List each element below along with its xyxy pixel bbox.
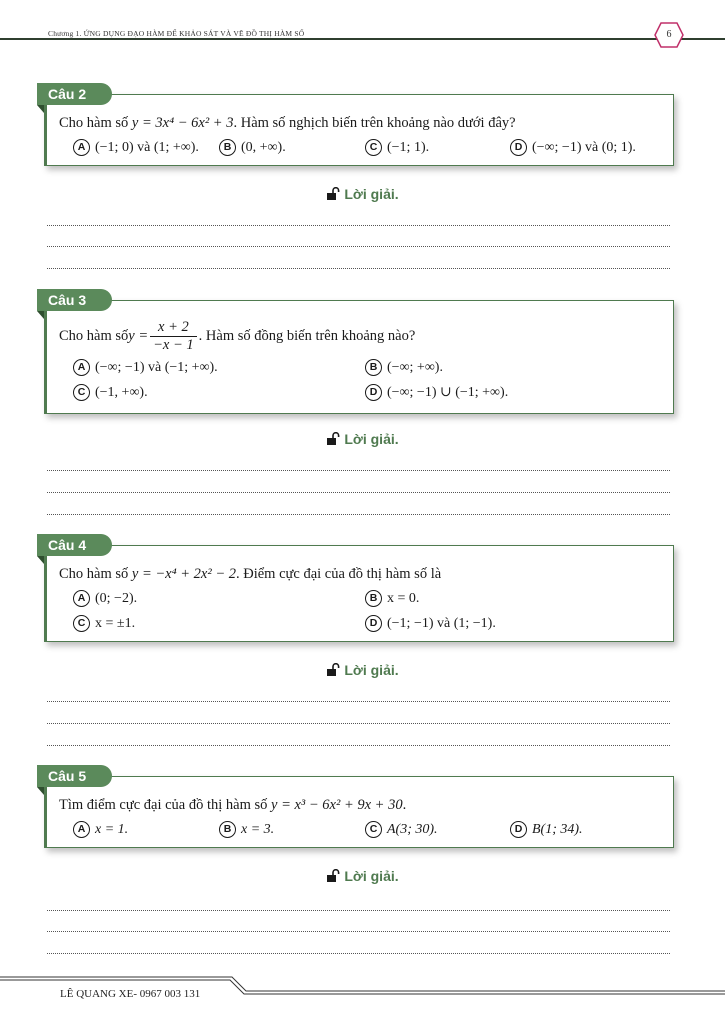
tag-fold	[37, 105, 44, 113]
footer-author: LÊ QUANG XE- 0967 003 131	[60, 988, 201, 1000]
chapter-title: Chương 1. ỨNG DỤNG ĐẠO HÀM ĐỂ KHẢO SÁT VÀ VẼ ĐỒ THỊ HÀM SỐ	[48, 29, 305, 38]
option-letter: D	[510, 821, 527, 838]
formula: y = x³ − 6x² + 9x + 30	[271, 797, 403, 813]
option-d[interactable]: D (−∞; −1) ∪ (−1; +∞).	[365, 384, 508, 401]
question-card-3	[44, 300, 674, 414]
answer-line	[47, 225, 670, 226]
option-letter: A	[73, 359, 90, 376]
tag-fold	[37, 556, 44, 564]
option-d[interactable]: D (−1; −1) và (1; −1).	[365, 615, 496, 632]
question-tag-2: Câu 2	[37, 83, 112, 105]
answer-line	[47, 514, 670, 515]
option-letter: B	[365, 590, 382, 607]
option-b[interactable]: B (−∞; +∞).	[365, 359, 443, 376]
unlock-icon	[326, 187, 340, 200]
question-stem: Cho hàm số y = −x⁴ + 2x² − 2. Điểm cực đại của đồ thị hàm số là	[59, 566, 442, 582]
answer-line	[47, 470, 670, 471]
option-letter: D	[365, 384, 382, 401]
option-a[interactable]: A (−∞; −1) và (−1; +∞).	[73, 359, 218, 376]
answer-line	[47, 246, 670, 247]
answer-line	[47, 268, 670, 269]
question-stem: Cho hàm số y = $\frac{x + 2}{-x - 1}$ . Hàm số đồng biến trên khoảng nào?	[59, 319, 416, 353]
option-letter: B	[219, 821, 236, 838]
question-card-5	[44, 776, 674, 848]
tag-fold	[37, 787, 44, 795]
question-stem: Cho hàm số y = 3x⁴ − 6x² + 3. Hàm số nghịch biến trên khoảng nào dưới đây?	[59, 115, 516, 131]
unlock-icon	[326, 869, 340, 882]
option-b[interactable]: B (0, +∞).	[219, 139, 286, 156]
option-c[interactable]: C (−1, +∞).	[73, 384, 148, 401]
solution-heading: Lời giải.	[0, 186, 725, 202]
option-letter: C	[73, 384, 90, 401]
option-letter: C	[73, 615, 90, 632]
option-letter: B	[365, 359, 382, 376]
solution-heading: Lời giải.	[0, 662, 725, 678]
option-d[interactable]: D (−∞; −1) và (0; 1).	[510, 139, 636, 156]
solution-heading: Lời giải.	[0, 868, 725, 884]
answer-line	[47, 723, 670, 724]
option-letter: D	[365, 615, 382, 632]
option-b[interactable]: B x = 0.	[365, 590, 419, 607]
fraction: $\frac{x + 2}{-x - 1}$	[150, 319, 197, 354]
formula: y = 3x⁴ − 6x² + 3	[131, 115, 234, 131]
option-letter: C	[365, 139, 382, 156]
answer-line	[47, 910, 670, 911]
question-stem: Tìm điểm cực đại của đồ thị hàm số y = x³ − 6x² + 9x + 30.	[59, 797, 407, 813]
question-card-4	[44, 545, 674, 642]
question-tag-4: Câu 4	[37, 534, 112, 556]
answer-line	[47, 953, 670, 954]
option-a[interactable]: A x = 1.	[73, 821, 128, 838]
page-number: 6	[666, 29, 672, 40]
option-a[interactable]: A (−1; 0) và (1; +∞).	[73, 139, 199, 156]
option-c[interactable]: C A(3; 30).	[365, 821, 438, 838]
answer-line	[47, 745, 670, 746]
solution-heading: Lời giải.	[0, 431, 725, 447]
option-c[interactable]: C x = ±1.	[73, 615, 135, 632]
tag-fold	[37, 311, 44, 319]
option-a[interactable]: A (0; −2).	[73, 590, 137, 607]
question-tag-3: Câu 3	[37, 289, 112, 311]
unlock-icon	[326, 432, 340, 445]
unlock-icon	[326, 663, 340, 676]
option-letter: A	[73, 139, 90, 156]
option-letter: D	[510, 139, 527, 156]
answer-line	[47, 492, 670, 493]
question-tag-5: Câu 5	[37, 765, 112, 787]
option-b[interactable]: B x = 3.	[219, 821, 274, 838]
answer-line	[47, 701, 670, 702]
option-letter: C	[365, 821, 382, 838]
option-d[interactable]: D B(1; 34).	[510, 821, 583, 838]
question-card-2	[44, 94, 674, 166]
header-rule	[0, 38, 725, 40]
formula: y = −x⁴ + 2x² − 2	[131, 566, 236, 582]
option-c[interactable]: C (−1; 1).	[365, 139, 429, 156]
option-letter: A	[73, 590, 90, 607]
option-letter: A	[73, 821, 90, 838]
option-letter: B	[219, 139, 236, 156]
answer-line	[47, 931, 670, 932]
